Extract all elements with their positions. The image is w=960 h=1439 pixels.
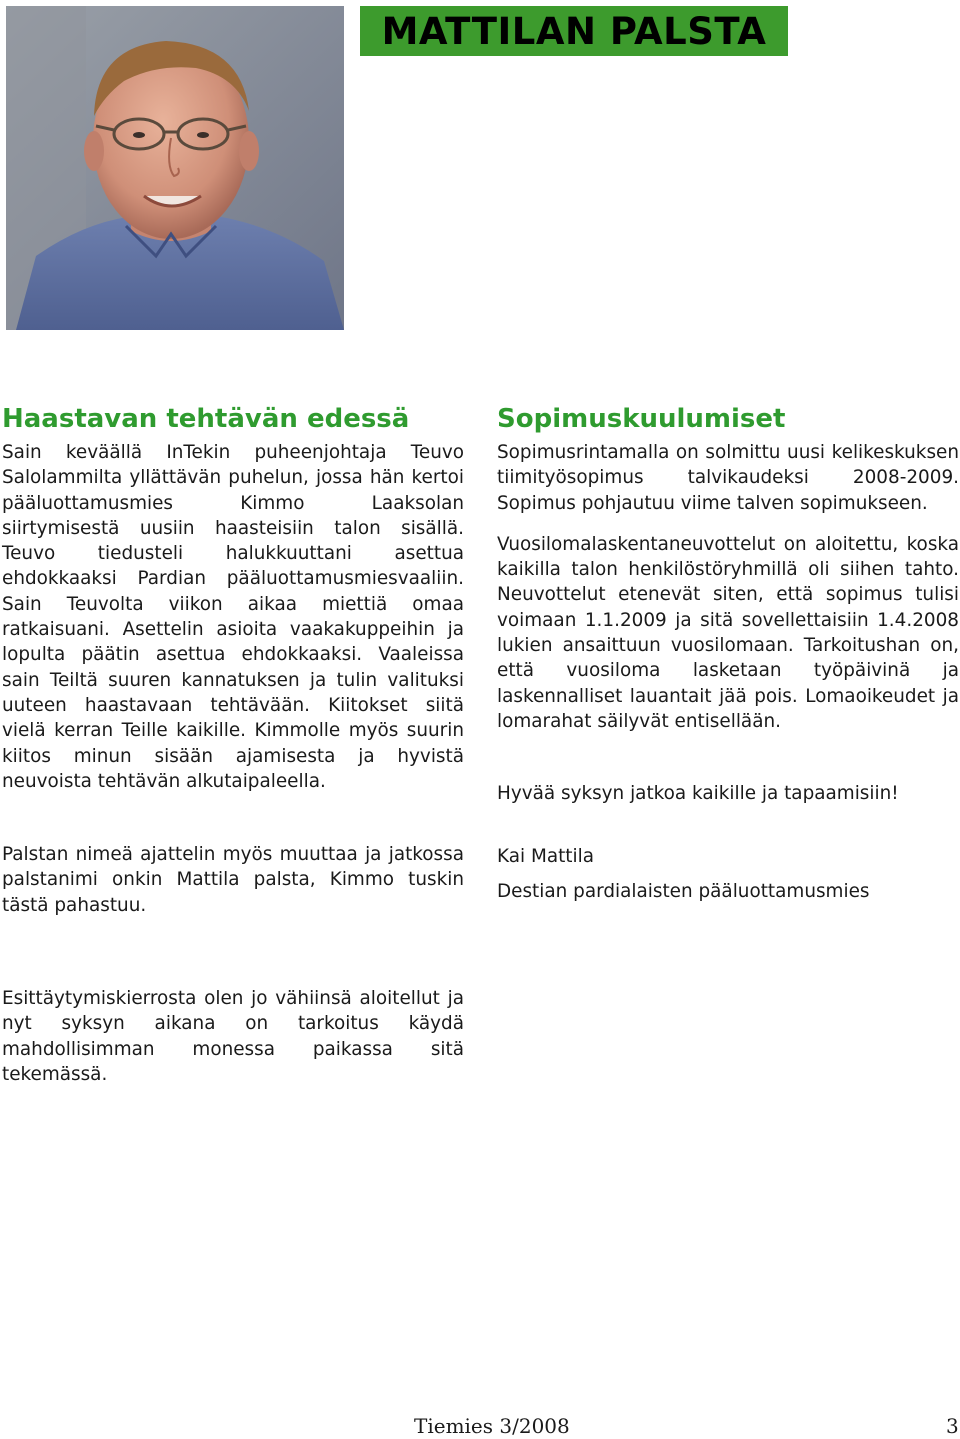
left-column: [2, 402, 464, 918]
footer-magazine-issue: Tiemies 3/2008: [414, 1414, 570, 1438]
left-column-bottom: [2, 986, 464, 1087]
signature-name: Kai Mattila: [497, 845, 595, 867]
right-column: [497, 402, 959, 904]
paragraph: Sopimusrintamalla on solmittu uusi kelikeskuksen tiimityösopimus talvikaudeksi 2008-2009. Sopimus pohjautuu viime talven sopimukseen.: [497, 442, 959, 514]
article-heading-left: Haastavan tehtävän edessä: [2, 404, 410, 434]
paragraph: Esittäytymiskierrosta olen jo vähiinsä aloitellut ja nyt syksyn aikana on tarkoitus käydä mahdollisimman monessa paikassa sitä tekemässä.: [2, 988, 464, 1085]
article-heading-right: Sopimuskuulumiset: [497, 404, 786, 434]
footer-page-number: 3: [946, 1414, 959, 1438]
paragraph: Vuosilomalaskentaneuvottelut on aloitettu, koska kaikilla talon henkilöstöryhmillä oli siihen tahto. Neuvottelut etenevät siten, että sopimus tulisi voimaan 1.1.2009 ja sitä sovellettaisiin 1.4.2008 lukien ansaittuun vuosilomaan. Tarkoitushan on, että vuosiloma lasketaan työpäivinä ja laskennalliset lauantait jää pois. Lomaoikeudet ja lomarahat säilyvät entisellään.: [497, 533, 959, 732]
signature-title: Destian pardialaisten pääluottamusmies: [497, 880, 870, 902]
paragraph: Sain keväällä InTekin puheenjohtaja Teuvo Salolammilta yllättävän puhelun, jossa hän kertoi pääluottamusmies Kimmo Laaksolan siirtymisestä uusiin haasteisiin talon sisällä. Teuvo tiedusteli halukkuuttani asettua ehdokkaaksi Pardian pääluottamusmiesvaaliin. Sain Teuvolta viikon aikaa miettiä omaa ratkaisuani. Asettelin asioita vaakakuppeihin ja lopulta päätin asettua ehdokkaaksi. Vaaleissa sain Teiltä suuren kannatuksen ja tulin valituksi uuteen haastavaan tehtävään. Kiitokset siitä vielä kerran Teille kaikille. Kimmolle myös suurin kiitos minun sisään ajamisesta ja hyvistä neuvoista tehtävän alkutaipaleella.: [2, 442, 464, 792]
portrait-photo: [6, 6, 344, 330]
column-banner: MATTILAN PALSTA: [360, 6, 788, 56]
paragraph: Palstan nimeä ajattelin myös muuttaa ja jatkossa palstanimi onkin Mattila palsta, Kimmo tuskin tästä pahastuu.: [2, 844, 464, 916]
closing-line: Hyvää syksyn jatkoa kaikille ja tapaamisiin!: [497, 783, 899, 805]
